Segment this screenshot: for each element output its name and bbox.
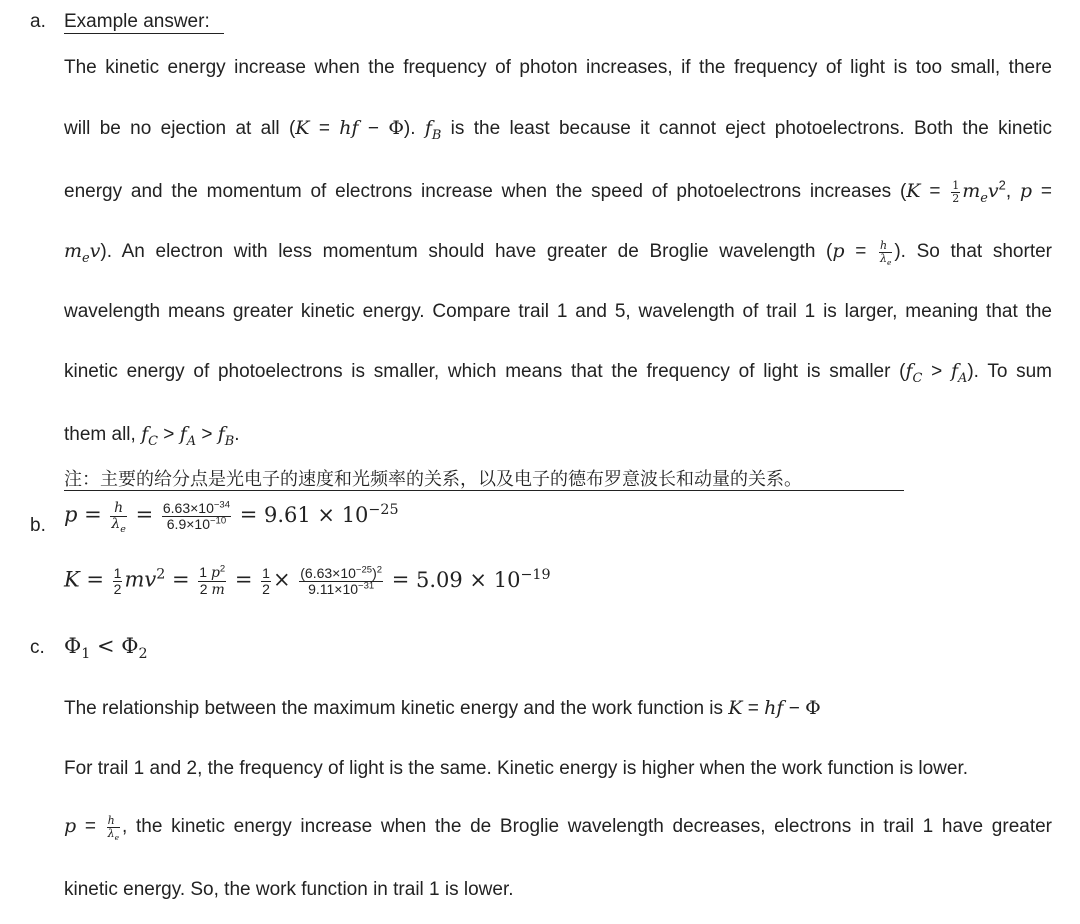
part-c-line-3: p = $\frac{h}{\lambda_e}$ , the kinetic energy increase when the de Broglie wavelength decreases, electrons in trail 1 have greater — [64, 814, 1053, 842]
part-a-line-4: $m_ev$). An electron with less momentum should have greater de Broglie wavelength (p = $\frac{h}{\lambda_e}$ ). So that shorter — [64, 239, 1052, 267]
momentum-result: 9.61 × 10 — [263, 502, 369, 527]
part-a-marker: a. — [30, 11, 46, 32]
fraction-h-over-lambda-c: $\frac{h}{\lambda_e}$ — [107, 814, 120, 842]
fraction-half: $\frac{1}{2}$ — [952, 179, 960, 205]
part-b-marker: b. — [30, 515, 46, 536]
momentum-equation: p = $\frac{h}{\lambda_e}$ = $\frac{6.63\times 10^{-34}}{6.9\times 10^{-10}}$ = $9.61 \times 10^{-25}$ — [64, 499, 399, 535]
momentum-fraction: $\frac{6.63\times 10^{-34}}{6.9\times 10^{-10}}$ — [162, 499, 231, 532]
work-function-comparison: $\Phi_1 < \Phi_2$ — [64, 634, 148, 663]
part-a-line-5: wavelength means greater kinetic energy. Compare trail 1 and 5, wavelength of trail 1 is larger, meaning that the — [64, 301, 1052, 322]
kinetic-energy-result: 5.09 × 10 — [416, 567, 521, 592]
part-c-line-1: The relationship between the maximum kinetic energy and the work function is K = hf − Φ — [64, 697, 821, 719]
kinetic-energy-equation: K = $\frac{1}{2}$ $mv^2$ = $\frac{1 p^2}{2 m}$ = $\frac{1}{2}$ × $\frac{(6.63\times 10^{-25})^2}{9.11\times 10^{-31}}$ = $5.09 \times 10^{-19}$ — [64, 563, 551, 598]
part-a-line-1: The kinetic energy increase when the frequency of photon increases, if the frequency of light is too small, there — [64, 57, 1052, 78]
part-a-line-3: energy and the momentum of electrons increase when the speed of photoelectrons increases (K = $\frac{1}{2}$ $m_ev^2$, p = — [64, 177, 1053, 206]
part-c-line-2: For trail 1 and 2, the frequency of light is the same. Kinetic energy is higher when the work function is lower. — [64, 758, 969, 779]
part-a-line-2: will be no ejection at all (K = hf − Φ). $f_B$ is the least because it cannot eject photoelectrons. Both the kinetic — [64, 117, 1053, 143]
grading-note: 注：主要的给分点是光电子的速度和光频率的关系，以及电子的德布罗意波长和动量的关系。 — [64, 465, 904, 491]
part-c-line-4: kinetic energy. So, the work function in trail 1 is lower. — [64, 879, 514, 900]
part-a-line-6: kinetic energy of photoelectrons is smaller, which means that the frequency of light is smaller $(f_C > f_A)$. To sum — [64, 360, 1052, 386]
kinetic-energy-fraction: $\frac{(6.63\times 10^{-25})^2}{9.11\times 10^{-31}}$ — [300, 564, 383, 597]
part-c-marker: c. — [30, 637, 45, 658]
example-answer-heading: Example answer: — [64, 11, 224, 34]
part-a-line-7: them all, $f_C > f_A > f_B$. — [64, 423, 240, 449]
fraction-h-over-lambda: $\frac{h}{\lambda_e}$ — [879, 239, 892, 267]
